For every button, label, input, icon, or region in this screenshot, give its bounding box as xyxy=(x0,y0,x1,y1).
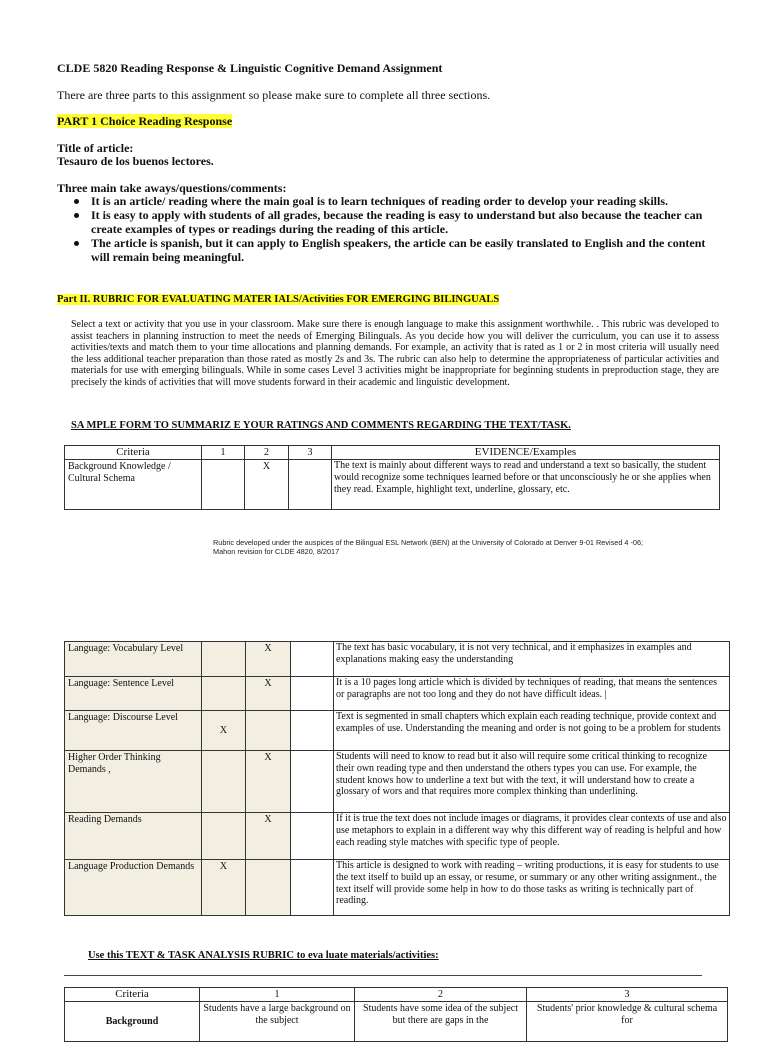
header-3: 3 xyxy=(289,446,332,460)
header-2: 2 xyxy=(245,446,289,460)
footnote-line2: Mahon revision for CLDE 4820, 8/2017 xyxy=(213,547,340,556)
header-3: 3 xyxy=(527,988,728,1002)
table-row xyxy=(65,751,730,813)
table-row xyxy=(65,460,720,510)
table-row xyxy=(65,860,730,916)
ratings-table-top xyxy=(64,445,720,510)
divider xyxy=(64,975,702,976)
row-mark-2: X xyxy=(246,751,291,813)
footnote-line1: Rubric developed under the auspices of the Bilingual ESL Network (BEN) at the University of Colorado at Denver 9-01 Revised 4 -06; xyxy=(213,538,644,547)
row-mark-3 xyxy=(291,677,334,711)
row-mark-1: X xyxy=(202,711,246,751)
part1-heading-text: PART 1 Choice Reading Response xyxy=(57,114,233,128)
header-2: 2 xyxy=(355,988,527,1002)
table-row xyxy=(65,642,730,677)
row-mark-3 xyxy=(291,860,334,916)
row-mark-1 xyxy=(202,813,246,860)
row-level-2: Students have some idea of the subject but there are gaps in the xyxy=(355,1002,527,1042)
header-evidence: EVIDENCE/Examples xyxy=(332,446,720,460)
bullet-icon xyxy=(74,213,79,218)
row-mark-3 xyxy=(291,813,334,860)
header-criteria: Criteria xyxy=(65,446,202,460)
table-header-row xyxy=(65,988,728,1002)
header-1: 1 xyxy=(200,988,355,1002)
takeaways-list xyxy=(57,194,717,264)
bullet-icon xyxy=(74,199,79,204)
table-row xyxy=(65,1002,728,1042)
table-row xyxy=(65,813,730,860)
row-mark-1: X xyxy=(202,860,246,916)
row-mark-1 xyxy=(202,677,246,711)
row-evidence: It is a 10 pages long article which is divided by techniques of reading, that means the sentences or paragraphs are not too long and they do not have difficult ideas. | xyxy=(334,677,730,711)
table-row xyxy=(65,677,730,711)
header-1: 1 xyxy=(202,446,245,460)
row-mark-2: X xyxy=(246,813,291,860)
table-row xyxy=(65,711,730,751)
row-evidence: Students will need to know to read but it also will require some critical thinking to recognize their own reading type and then understand the others types you can use. For example, the student knows how to underline a text but with the text, it will understand how to create a glossary of wors and that requires more complex thinking than underlining. xyxy=(334,751,730,813)
part1-heading xyxy=(57,114,232,128)
analysis-rubric-table xyxy=(64,987,728,1042)
row-mark-2: X xyxy=(245,460,289,510)
row-mark-2 xyxy=(246,860,291,916)
row-criteria: Language Production Demands xyxy=(65,860,202,916)
document-title: CLDE 5820 Reading Response & Linguistic Cognitive Demand Assignment xyxy=(57,61,443,75)
part3-heading: Use this TEXT & TASK ANALYSIS RUBRIC to eva luate materials/activities: xyxy=(88,950,439,961)
row-criteria: Language: Discourse Level xyxy=(65,711,202,751)
takeaway-item xyxy=(57,208,717,236)
takeaway-item xyxy=(57,194,717,208)
row-mark-3 xyxy=(291,642,334,677)
header-criteria: Criteria xyxy=(65,988,200,1002)
row-criteria: Background Knowledge / Cultural Schema xyxy=(65,460,202,510)
intro-text: There are three parts to this assignment so please make sure to complete all three sections. xyxy=(57,88,491,102)
row-level-1: Students have a large background on the subject xyxy=(200,1002,355,1042)
table-header-row xyxy=(65,446,720,460)
row-mark-2: X xyxy=(246,677,291,711)
takeaways-label: Three main take aways/questions/comments: xyxy=(57,181,287,195)
row-mark-2 xyxy=(246,711,291,751)
part2-heading-text: Part II. RUBRIC FOR EVALUATING MATER IALS/Activities FOR EMERGING BILINGUALS xyxy=(57,294,500,305)
row-mark-1 xyxy=(202,642,246,677)
article-title: Tesauro de los buenos lectores. xyxy=(57,154,214,168)
row-evidence: Text is segmented in small chapters which explain each reading technique, provide context and examples of use. Understanding the meaning and order is not going to be a problem for students xyxy=(334,711,730,751)
takeaway-text: The article is spanish, but it can apply to English speakers, the article can be easily translated to English and the content will remain being meaningful. xyxy=(91,236,706,264)
row-criteria: Language: Sentence Level xyxy=(65,677,202,711)
takeaway-text: It is an article/ reading where the main goal is to learn techniques of reading order to develop your reading skills. xyxy=(91,194,669,208)
row-mark-3 xyxy=(291,711,334,751)
row-mark-3 xyxy=(291,751,334,813)
row-mark-1 xyxy=(202,751,246,813)
row-evidence: This article is designed to work with reading – writing productions, it is easy for students to use the text itself to build up an essay, or resume, or summary or any other writing assignment., the text itself will provide some help in how to do those tasks as writing is technically part of reading. xyxy=(334,860,730,916)
bullet-icon xyxy=(74,241,79,246)
takeaway-text: It is easy to apply with students of all grades, because the reading is easy to understand but also because the teacher can create examples of types or readings during the reading of this article. xyxy=(91,208,703,236)
row-mark-2: X xyxy=(246,642,291,677)
row-criteria: Higher Order Thinking Demands , xyxy=(65,751,202,813)
sample-form-heading: SA MPLE FORM TO SUMMARIZ E YOUR RATINGS AND COMMENTS REGARDING THE TEXT/TASK. xyxy=(71,420,571,431)
row-evidence: The text is mainly about different ways to read and understand a text so basically, the student would recognize some techniques learned before or that unconsciously he or she applies when they read. Example, highlight text, underline, glossary, etc. xyxy=(332,460,720,510)
takeaway-item xyxy=(57,236,717,264)
row-mark-3 xyxy=(289,460,332,510)
row-level-3: Students' prior knowledge & cultural schema for xyxy=(527,1002,728,1042)
row-mark-1 xyxy=(202,460,245,510)
row-evidence: The text has basic vocabulary, it is not very technical, and it emphasizes in examples and explanations making easy the understanding xyxy=(334,642,730,677)
row-criteria: Language: Vocabulary Level xyxy=(65,642,202,677)
part2-heading xyxy=(57,294,499,306)
part2-paragraph: Select a text or activity that you use in your classroom. Make sure there is enough language to make this assignment worthwhile. . This rubric was developed to assist teachers in planning instruction to meet the needs of Emerging Bilinguals. As you decide how you will deliver the curriculum, you can use it to assess activities/texts and match them to your time allocations and planning demands. For example, an activity that is rated as 1 or 2 in most criteria will usually need the less additional teacher preparation than those rated as mostly 2s and 3s. The rubric can also help to determine the appropriateness of particular activities and materials for use with emerging bilinguals. While in some cases Level 3 activities might be inappropriate for beginning students in preproduction stage, they are precisely the kinds of activities that will move students forward in their academic and linguistic development. xyxy=(71,319,719,388)
row-criteria: Reading Demands xyxy=(65,813,202,860)
ratings-table-continued xyxy=(64,641,730,916)
article-label: Title of article: xyxy=(57,141,134,155)
row-evidence: If it is true the text does not include images or diagrams, it provides clear contexts of use and also use metaphors to explain in a different way why this different way of reading is helpful and how each reading style matches with specific type of people. xyxy=(334,813,730,860)
row-criteria: Background xyxy=(65,1002,200,1042)
